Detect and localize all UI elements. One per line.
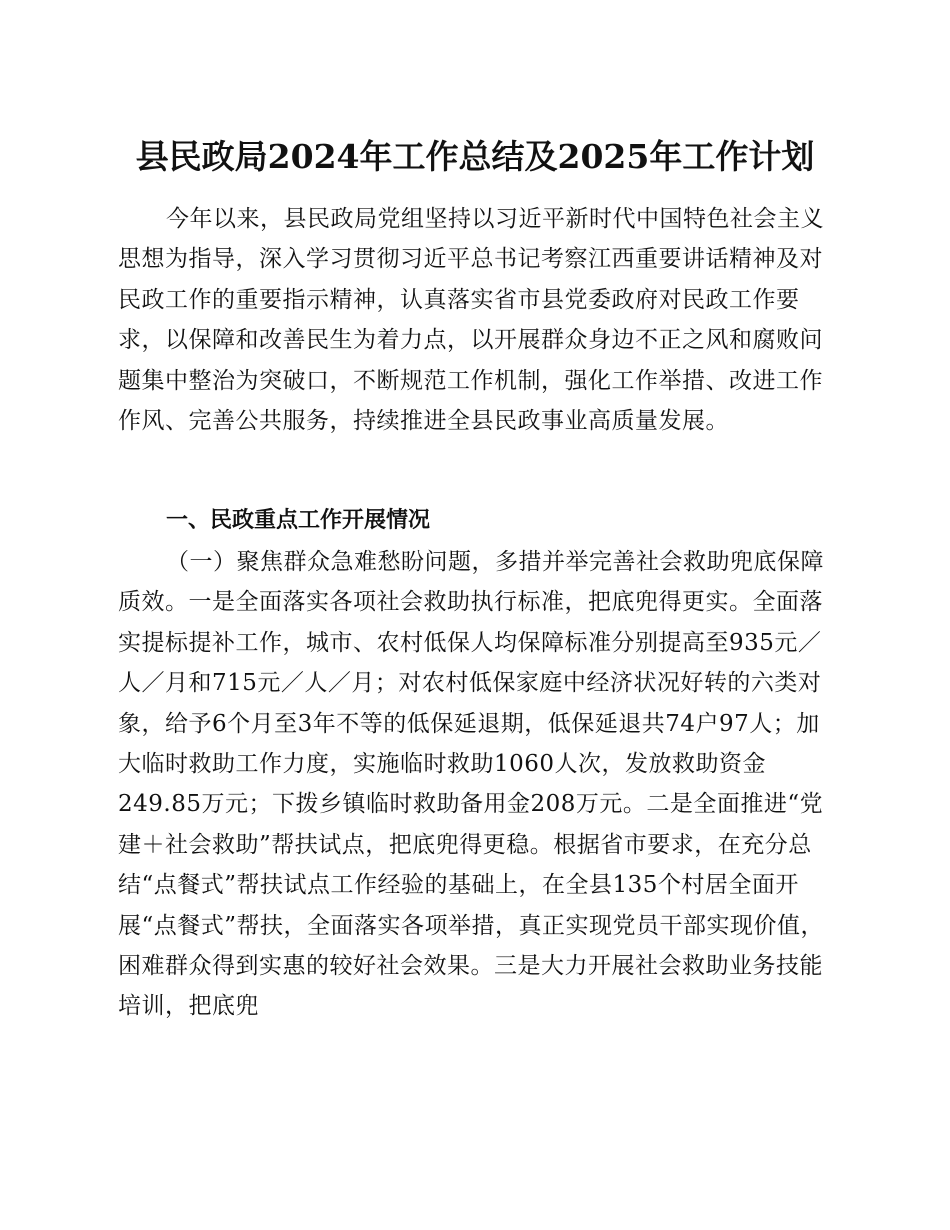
section-heading: 一、民政重点工作开展情况 xyxy=(166,508,431,533)
intro-paragraph: 今年以来，县民政局党组坚持以习近平新时代中国特色社会主义思想为指导，深入学习贯彻习近平总书记考察江西重要讲话精神及对民政工作的重要指示精神，认真落实省市县党委政府对民政工作要求，以保障和改善民生为着力点，以开展群众身边不正之风和腐败问题集中整治为突破口，不断规范工作机制，强化工作举措、改进工作作风、完善公共服务，持续推进全县民政事业高质量发展。 xyxy=(118,206,824,435)
section-paragraph: （一）聚焦群众急难愁盼问题，多措并举完善社会救助兜底保障质效。一是全面落实各项社会救助执行标准，把底兜得更实。全面落实提标提补工作，城市、农村低保人均保障标准分别提高至935元／人／月和715元／人／月；对农村低保家庭中经济状况好转的六类对象，给予6个月至3年不等的低保延退期，低保延退共74户97人；加大临时救助工作力度，实施临时救助1060人次，发放救助资金249.85万元；下拨乡镇临时救助备用金208万元。二是全面推进“党建＋社会救助”帮扶试点，把底兜得更稳。根据省市要求，在充分总结“点餐式”帮扶试点工作经验的基础上，在全县135个村居全面开展“点餐式”帮扶，全面落实各项举措，真正实现党员干部实现价值，困难群众得到实惠的较好社会效果。三是大力开展社会救助业务技能培训，把底兜 xyxy=(118,549,825,1020)
document-title: 县民政局2024年工作总结及2025年工作计划 xyxy=(135,137,815,176)
